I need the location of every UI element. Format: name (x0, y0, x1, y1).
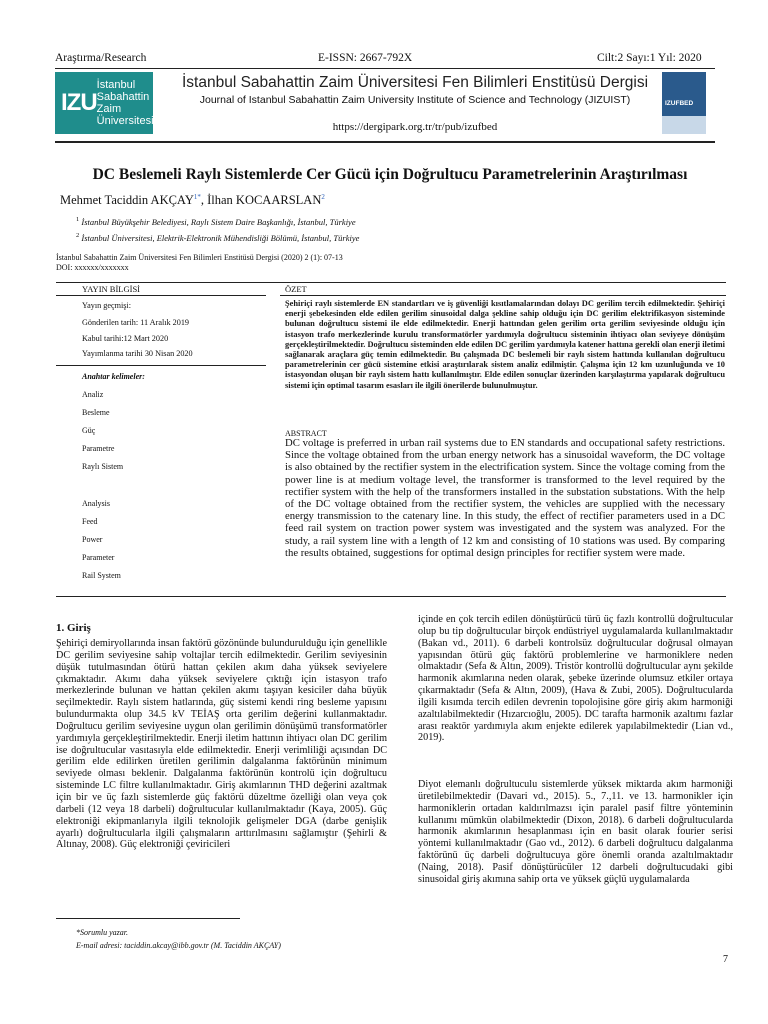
logo-mark: IZU (61, 89, 97, 116)
page-number: 7 (723, 954, 728, 965)
keywords-rule (56, 365, 266, 366)
affiliation-number: 1 (76, 216, 80, 223)
info-top-rule (56, 282, 726, 283)
header-divider (55, 68, 715, 69)
affiliation-2 (76, 232, 359, 243)
info-head-rule (56, 295, 266, 296)
keyword-item: Besleme (82, 408, 110, 417)
author-email[interactable]: E-mail adresi: taciddin.akcay@ibb.gov.tr (M. Taciddin AKÇAY) (76, 941, 281, 950)
affiliation-text: İstanbul Üniversitesi, Elektrik-Elektronik Mühendisliği Bölümü, İstanbul, Türkiye (81, 232, 360, 243)
body-left-column: Şehiriçi demiryollarında insan faktörü gözönünde bulundurulduğu için genellikle DC gerilim seviyesine sahip voltajlar tercih edilmektedir. Gerilim seviyesinin düşük tutulmasından ötürü hattan çekilen akım daha yüksek seviyelere çıkmaktadır. Akımı daha yüksek seviyelere çıktığı için istasyon trafo merkezlerinde bulunan ve hattan çekilen akımı taşıyan kesiciler daha büyük seçilmektedir. Raylı sistem hatlarında, güç sistemi kendi ring besleme yapısını bulundurmakta olup 34.5 kV TEİAŞ orta gerilim değerini kullanmaktadır. Doğrultucu gerilim seviyesine uygun olan gerilimin dönüşümü transformatörler yardımıyla gerçekleştirilmektedir. Enerji iletim hattının ihtiyacı olan DC gerilim ise doğrultucular vasıtasıyla elde edilmektedir. Enerji verimliliği açısından DC gerilim elde edilirken üretilen gerilimin dalgalanma faktörünün minimum seviyede olması beklenir. Dalgalanma faktörünün kontrolü için doğrultucu sisteminde LC filtre kullanılmaktadır. Giriş akımlarının THD değerini azaltmak için bir ve üç fazlı sistemlerde güç faktörü düzeltme özelliği olan veya çok darbeli (12 veya 18 darbeli) doğrultucular kullanılmaktadır (Kaya, 2005). Güç elektroniği ekipmanlarıyla ilgili teknolojik gelişmeler DGA (darbe genişlik ayarlı) doğrultucularla ilgili çalışmaların arttırılmasını sağlamıştır (Şehirli & Altınay, 2008). Güç elektroniği çeviricileri (56, 638, 387, 851)
logo-line: Zaim (96, 103, 122, 115)
ozet-text: Şehiriçi raylı sistemlerde EN standartları ve iş güvenliği kısıtlamalarından dolayı DC gerilim tercih edilmektedir. Şehiriçi enerji şebekesinden elde edilen gerilim sinusoidal dalga şekline sahip olduğu için DC gerilim elektrifikasyon sisteminde bulunan doğrultucu sistemi ile elde edilmektedir. Enerji hattından gelen gerilim orta gerilim seviyesinde olduğu için istasyon trafo merkezlerinde kurulu transformatörler yardımıyla doğrultucu sisteminin ihtiyacı olan seviyeye dönüşüm gerçekleştirilmektedir. Doğrultucu sisteminden elde edilen DC gerilim yardımıyla katener hattına gerekli olan enerji iletimi sağlanarak araçlara güç temin edilmektedir. Bu çalışmada DC beslemeli bir raylı sistem hattında kullanılan doğrultucu parametrelerinin cer gücü sistemine etkisi araştırılarak sistem analiz edilmiştir. Çalışma için 12 km uzunluğunda ve 10 istasyondan oluşan bir raylı sistem hattı kullanılmıştır. Elde edilen sonuçlar üzerinden karşılaştırma yapılarak doğrultucu sistemi için optimal tasarım esasları ile ilgili önerilerde bulunulmuştur. (285, 299, 725, 390)
author-affiliation-mark: 1* (193, 193, 201, 201)
keyword-item: Analiz (82, 390, 104, 399)
cover-label: IZUFBED (665, 100, 694, 107)
keyword-item: Raylı Sistem (82, 462, 124, 471)
keyword-item: Rail System (82, 571, 121, 580)
body-right-paragraph-2: Diyot elemanlı doğrultuculu sistemlerde yüksek miktarda akım harmoniği üretilebilmektedir (Davari vd., 2015). 5., 7.,11. ve 13. harmonikler için harmoniklerin ortadan kaldırılmazsı için paralel pasif filtre yönteminin kullanımı mümkün olabilmektedir (Dixon, 2018). 6 darbeli doğrultucularda harmonik akımlarının hesaplanması için en basit olarak fourier serisi yöntemi kullanılmaktadır (Gao vd., 2012). 6 darbeli doğrultucu dalgalanma faktörünü üç darbeli doğrultucuya göre önemli oranda azaltılmaktadır (Naing, 2018). Pasif dönüştürücüler 12 darbeli doğrultucudaki gibi sinusoidal giriş akımına sahip orta ve yüksek güçlü uygulamalarda (418, 779, 733, 885)
abstract-text: DC voltage is preferred in urban rail systems due to EN standards and occupational safety restrictions. Since the voltage obtained from the urban energy network has a sinusoidal waveform, the DC voltage is also obtained by the rectifier system in the electrification system. Since the voltage coming from the power line is at medium voltage level, the transformer is transformed to the level required by the rectifier system with the help of the transformers installed in the substation substations. With the help of the DC voltage obtained from the rectifier system, the vehicles are supplied with the necessary energy transmission to the catenary line. In this study, the effect of rectifier parameters used in a DC feed rail system on traction power system was investigated and the system was analyzed. For the study, a rail system line with a length of 12 km and consisting of 10 stations was used. By comparing the results obtained, suggestions for optimal design principles for rectifier system were made. (285, 437, 725, 559)
citation-block (56, 253, 343, 273)
summary-bottom-rule (56, 596, 726, 597)
received-date: Gönderilen tarih: 11 Aralık 2019 (82, 318, 190, 327)
keyword-item: Power (82, 535, 103, 544)
author-name: Mehmet Taciddin AKÇAY (60, 193, 194, 208)
affiliation-number: 2 (76, 232, 80, 239)
footnote-mark: * (76, 928, 80, 937)
journal-title-tr: İstanbul Sabahattin Zaim Üniversitesi Fen Bilimleri Enstitüsü Dergisi (181, 74, 649, 91)
logo-line: İstanbul (96, 79, 136, 91)
body-right-paragraph-1: içinde en çok tercih edilen dönüştürücü türü üç fazlı kontrollü doğrultucular olup bu tip doğrultucular birçok endüstriyel uygulamalarda kullanılmaktadır (Bakan vd., 2011). 6 darbeli kontrolsüz doğrultucular doğrusal olmayan yapısından ötürü güç faktörü problemlerine ve harmoniklere neden olmaktadır (Sefa & Altın, 2009). Tristör kontrollü doğrultucular aynı şekilde harmonik akımlarına neden olarak, şebeke üzerinde olumsuz etkiler ortaya çıkarmaktadır (Sefa & Altın, 2009), (Hava & Zubi, 2005). Doğrultucularda ilgili kısımda tercih edilen devrenin topolojisine göre giriş akım harmoniği azaltılabilmektedir (Hızarcıoğlu, 2005). DC tarafta harmonik azaltımı fazlar arası reaktör yardımıyla akım enjekte edilerek yapılabilmektedir (Lian vd., 2019). (418, 614, 733, 744)
article-title: DC Beslemeli Raylı Sistemlerde Cer Gücü için Doğrultucu Parametrelerinin Araştırılması (92, 166, 688, 183)
keyword-item: Parametre (82, 444, 115, 453)
university-logo (55, 72, 153, 134)
citation-text: İstanbul Sabahattin Zaim Üniversitesi Fen Bilimleri Enstitüsü Dergisi (2020) 2 (1): 07-13 (56, 253, 343, 262)
logo-text (97, 79, 154, 127)
section-heading: 1. Giriş (56, 622, 91, 634)
journal-title-block (175, 74, 655, 106)
summary-head-rule (280, 295, 726, 296)
header-volume: Cilt:2 Sayı:1 Yıl: 2020 (597, 52, 702, 64)
corresponding-author-text: Sorumlu yazar. (80, 928, 129, 937)
author-list (60, 193, 325, 208)
doi-text: DOI: xxxxxx/xxxxxxx (56, 263, 129, 272)
keyword-item: Güç (82, 426, 96, 435)
corresponding-author-note (76, 928, 128, 937)
article-info-heading: YAYIN BİLGİSİ (82, 284, 141, 294)
summary-heading: ÖZET (285, 284, 307, 294)
accepted-date: Kabul tarihi:12 Mart 2020 (82, 334, 169, 343)
keywords-heading: Anahtar kelimeler: (82, 372, 145, 381)
author-separator: , (200, 193, 208, 208)
journal-url-link[interactable]: https://dergipark.org.tr/tr/pub/izufbed (332, 121, 498, 133)
logo-line: Üniversitesi (96, 115, 154, 127)
author-name: İlhan KOCAARSLAN (207, 193, 322, 208)
author-affiliation-mark: 2 (321, 193, 325, 201)
affiliation-1 (76, 216, 356, 227)
header-left: Araştırma/Research (55, 52, 147, 64)
keyword-item: Feed (82, 517, 98, 526)
keyword-item: Parameter (82, 553, 115, 562)
affiliation-text: İstanbul Büyükşehir Belediyesi, Raylı Sistem Daire Başkanlığı, İstanbul, Türkiye (81, 216, 356, 227)
abstract-heading: ABSTRACT (285, 429, 327, 438)
journal-cover-image (662, 72, 706, 134)
header-issn: E-ISSN: 2667-792X (318, 52, 413, 64)
logo-line: Sabahattin (96, 91, 150, 103)
footnote-rule (56, 918, 240, 919)
keyword-item: Analysis (82, 499, 110, 508)
history-label: Yayın geçmişi: (82, 301, 131, 310)
published-date: Yayımlanma tarihi 30 Nisan 2020 (82, 349, 193, 358)
cover-band (662, 116, 706, 134)
journal-title-en: Journal of Istanbul Sabahattin Zaim University Institute of Science and Technology (JIZUIST) (199, 94, 631, 106)
masthead-divider (55, 141, 715, 143)
